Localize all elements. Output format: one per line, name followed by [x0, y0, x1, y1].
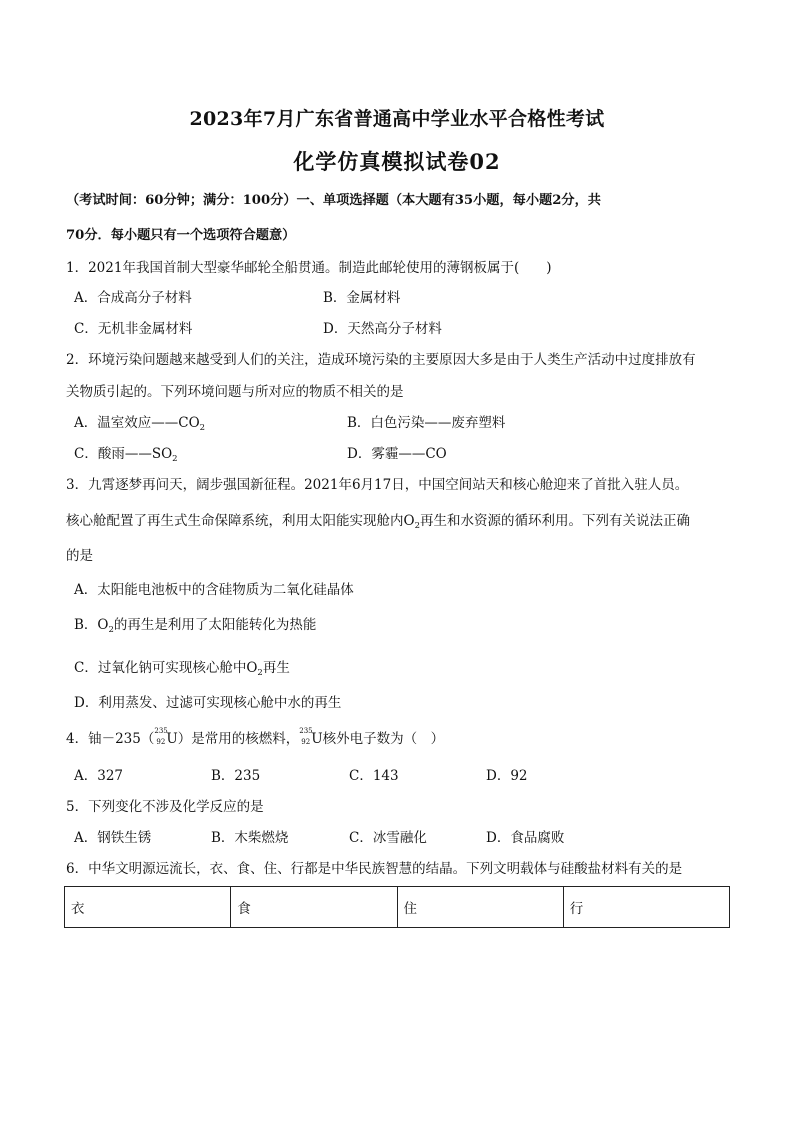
q3-option-c-subscript: 2 — [257, 668, 263, 678]
q4-stem-post: 核外电子数为（ ） — [322, 731, 445, 747]
q5-option-d: D．食品腐败 — [486, 830, 565, 846]
q6-table-cell-transport: 行 — [563, 887, 729, 928]
q6-table — [64, 886, 730, 928]
uranium-element-symbol-1: U — [166, 731, 178, 747]
q1-stem: 1．2021年我国首制大型豪华邮轮全船贯通。制造此邮轮使用的薄钢板属于( ) — [66, 260, 552, 276]
q3-stem-line-2-post: 再生和水资源的循环利用。下列有关说法正确 — [420, 513, 690, 529]
uranium-element-symbol-2: U — [311, 731, 323, 747]
q3-stem-line-2 — [66, 512, 690, 535]
q1-option-d: D．天然高分子材料 — [323, 321, 442, 337]
q5-option-b: B．木柴燃烧 — [211, 830, 289, 846]
q2-option-a-text: A．温室效应——CO — [74, 415, 200, 431]
uranium-mass-number-1: 235 — [154, 727, 168, 735]
q3-option-d: D．利用蒸发、过滤可实现核心舱中水的再生 — [74, 695, 342, 711]
q2-option-a — [74, 414, 205, 437]
uranium-nuclide-symbol-2 — [299, 727, 313, 746]
q2-option-c-subscript: 2 — [172, 454, 178, 464]
q3-stem-line-2-subscript: 2 — [414, 521, 420, 531]
q3-option-a: A．太阳能电池板中的含硅物质为二氧化硅晶体 — [74, 582, 354, 598]
q3-option-b — [74, 616, 316, 639]
q2-option-c-text: C．酸雨——SO — [74, 446, 173, 462]
q4-option-c: C．143 — [349, 768, 399, 784]
q5-option-a: A．钢铁生锈 — [74, 830, 152, 846]
q5-option-c: C．冰雪融化 — [349, 830, 427, 846]
q1-option-a: A．合成高分子材料 — [74, 290, 192, 306]
uranium-nuclide-symbol-1 — [154, 727, 168, 746]
q4-option-a: A．327 — [74, 768, 124, 784]
q2-option-c — [74, 445, 178, 468]
q4-option-d: D．92 — [486, 768, 528, 784]
q6-table-cell-housing: 住 — [397, 887, 563, 928]
q3-option-c — [74, 659, 290, 682]
exam-title: 2023年7月广东省普通高中学业水平合格性考试 — [189, 108, 605, 130]
uranium-mass-number-2: 235 — [299, 727, 313, 735]
q2-option-a-subscript: 2 — [199, 423, 206, 433]
q4-stem — [66, 727, 445, 748]
q3-option-b-pre: B．O — [74, 617, 109, 633]
exam-subtitle: 化学仿真模拟试卷02 — [293, 149, 501, 174]
q3-option-c-post: 再生 — [262, 660, 290, 676]
uranium-atomic-number-1: 92 — [156, 738, 166, 746]
q6-table-cell-food: 食 — [231, 887, 397, 928]
exam-instructions-line-1: （考试时间：60分钟；满分：100分）一、单项选择题（本大题有35小题，每小题2分，共 — [66, 193, 601, 208]
table-row — [65, 887, 730, 928]
q3-stem-line-3: 的是 — [66, 548, 93, 564]
q2-option-b: B．白色污染——废弃塑料 — [347, 415, 506, 431]
q3-option-c-pre: C．过氧化钠可实现核心舱中O — [74, 660, 258, 676]
q6-table-cell-clothing: 衣 — [65, 887, 231, 928]
q4-option-b: B．235 — [211, 768, 261, 784]
q2-stem-line-2: 关物质引起的。下列环境问题与所对应的物质不相关的是 — [66, 384, 404, 400]
q3-stem-line-2-pre: 核心舱配置了再生式生命保障系统，利用太阳能实现舱内O — [66, 513, 415, 529]
q4-stem-pre: 4．铀－235（ — [66, 731, 155, 747]
q6-stem: 6．中华文明源远流长，衣、食、住、行都是中华民族智慧的结晶。下列文明载体与硅酸盐材料有关的是 — [66, 861, 683, 877]
q3-option-b-subscript: 2 — [108, 625, 114, 635]
q5-stem: 5．下列变化不涉及化学反应的是 — [66, 799, 264, 815]
q3-option-b-post: 的再生是利用了太阳能转化为热能 — [113, 617, 317, 633]
q1-option-c: C．无机非金属材料 — [74, 321, 193, 337]
q3-stem-line-1: 3．九霄逐梦再问天，阔步强国新征程。2021年6月17日，中国空间站天和核心舱迎来了首批入驻人员。 — [66, 477, 689, 493]
q1-option-b: B．金属材料 — [323, 290, 401, 306]
q2-stem-line-1: 2．环境污染问题越来越受到人们的关注，造成环境污染的主要原因大多是由于人类生产活动中过度排放有 — [66, 352, 696, 368]
q4-stem-mid: ）是常用的核燃料， — [177, 731, 300, 747]
uranium-atomic-number-2: 92 — [301, 738, 311, 746]
q2-option-d: D．雾霾——CO — [347, 446, 447, 462]
exam-instructions-line-2: 70分．每小题只有一个选项符合题意） — [66, 228, 296, 243]
